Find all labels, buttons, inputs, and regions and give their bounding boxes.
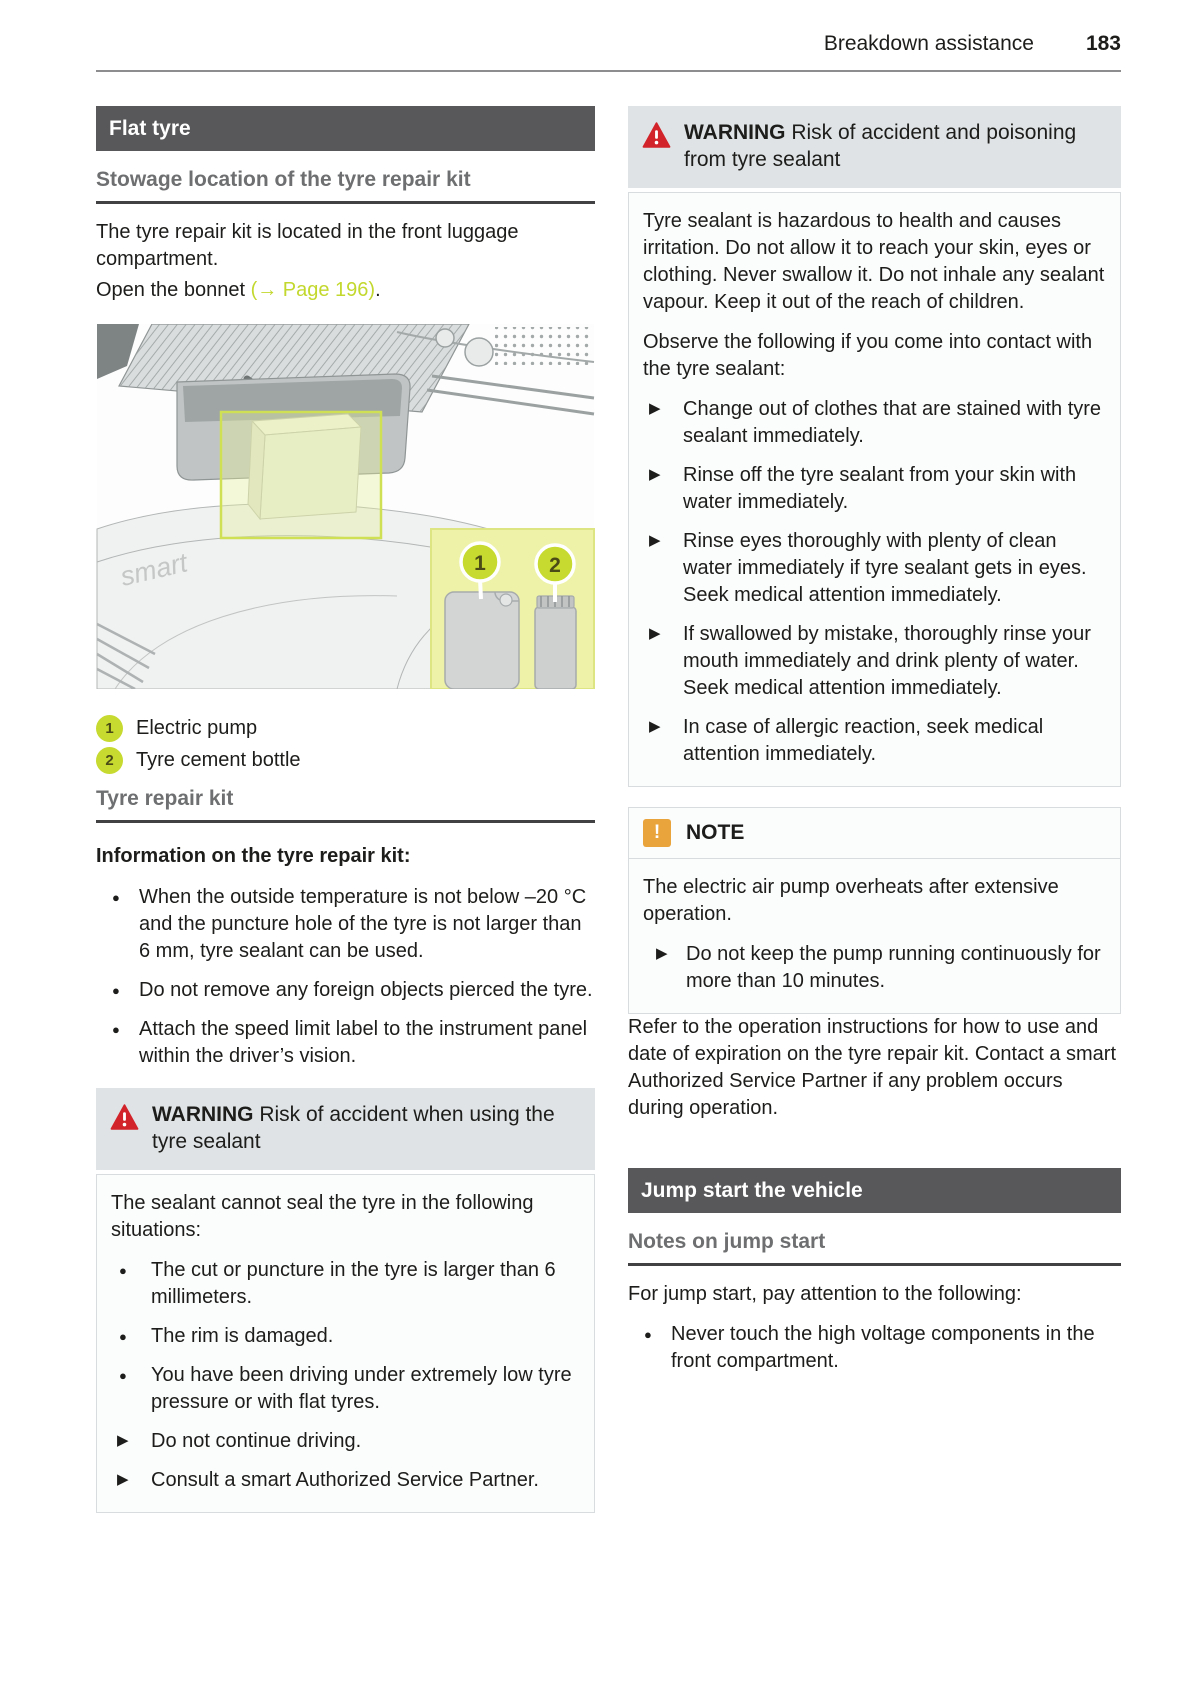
action-item: ▶ If swallowed by mistake, thoroughly rinse your mouth immediately and drink plenty of water. Seek medical attention immediately. [643, 621, 1106, 702]
warning-paragraph: Observe the following if you come into contact with the tyre sealant: [643, 331, 1093, 380]
warning-paragraph: Tyre sealant is hazardous to health and causes irritation. Do not allow it to reach your skin, eyes or clothing. Never swallow it. Do not inhale any sealant vapour. Keep it out of the reach of children. [643, 210, 1105, 313]
action-item: ▶ In case of allergic reaction, seek medical attention immediately. [643, 714, 1106, 768]
left-column [96, 106, 595, 1513]
legend-label: Tyre cement bottle [136, 749, 301, 771]
bullet-item: ● The cut or puncture in the tyre is larger than 6 millimeters. [111, 1257, 580, 1311]
bullet-icon: ● [119, 1263, 127, 1278]
figure-caption-tyre-repair-kit: Tyre repair kit [96, 786, 595, 823]
bullet-item: ● Do not remove any foreign objects pierced the tyre. [96, 977, 595, 1004]
bullet-icon: ● [112, 983, 120, 998]
note-header [629, 808, 1120, 859]
legend-number-badge: 1 [96, 715, 123, 742]
action-item: ▶ Change out of clothes that are stained with tyre sealant immediately. [643, 396, 1106, 450]
paragraph-text: Open the bonnet [96, 279, 251, 301]
subheading-notes-jump-start: Notes on jump start [628, 1229, 1121, 1266]
warning-body [96, 1174, 595, 1513]
bullet-icon: ● [119, 1329, 127, 1344]
note-body [629, 859, 1120, 1013]
action-arrow-icon: ▶ [656, 945, 668, 962]
body-paragraph-refer: Refer to the operation instructions for how to use and date of expiration on the tyre repair kit. Contact a smart Authorized Service Partner if any problem occurs during operation. [628, 1016, 1117, 1119]
page-number: 183 [1085, 32, 1121, 55]
callout-2 [536, 545, 574, 583]
action-arrow-icon: ▶ [649, 532, 661, 549]
action-arrow-icon: ▶ [117, 1432, 129, 1449]
body-paragraph: For jump start, pay attention to the following: [628, 1283, 1022, 1305]
body-paragraph: The tyre repair kit is located in the front luggage compartment. [96, 221, 519, 270]
legend-label: Electric pump [136, 717, 258, 739]
body-paragraph [96, 277, 595, 304]
warning-triangle-icon [110, 1104, 139, 1130]
warning-box-sealant-use [96, 1088, 595, 1513]
warning-title: WARNING Risk of accident and poisoning from tyre sealant [684, 121, 1077, 171]
section-header-jump-start: Jump start the vehicle [628, 1168, 1121, 1213]
note-exclamation-icon: ! [643, 819, 671, 847]
bullet-icon: ● [112, 890, 120, 905]
warning-header [96, 1088, 595, 1170]
action-item: ▶ Rinse eyes thoroughly with plenty of clean water immediately if tyre sealant gets in eyes. Seek medical attention immediately. [643, 528, 1106, 609]
warning-header [628, 106, 1121, 188]
callout-1 [461, 543, 499, 581]
info-heading: Information on the tyre repair kit: [96, 845, 411, 867]
action-arrow-icon: ▶ [649, 466, 661, 483]
subheading-stowage: Stowage location of the tyre repair kit [96, 167, 595, 204]
bullet-icon: ● [644, 1327, 652, 1342]
legend-item [96, 747, 595, 774]
page-header [96, 30, 1121, 70]
figure-legend [96, 715, 595, 774]
bullet-item: ● You have been driving under extremely low tyre pressure or with flat tyres. [111, 1362, 580, 1416]
bullet-item: ● Attach the speed limit label to the instrument panel within the driver’s vision. [96, 1016, 595, 1070]
callout-2-number: 2 [549, 554, 561, 577]
action-arrow-icon: ▶ [117, 1471, 129, 1488]
page-link[interactable]: (→ Page 196) [250, 279, 376, 301]
note-paragraph: The electric air pump overheats after extensive operation. [643, 876, 1059, 925]
tyre-kit-figure [96, 324, 595, 689]
brand-lettering: smart [117, 547, 191, 592]
section-header-flat-tyre: Flat tyre [96, 106, 595, 151]
bullet-item: ● When the outside temperature is not below –20 °C and the puncture hole of the tyre is not larger than 6 mm, tyre sealant can be used. [96, 884, 595, 965]
legend-number-badge: 2 [96, 747, 123, 774]
callout-1-number: 1 [474, 552, 486, 575]
bullet-icon: ● [112, 1022, 120, 1037]
warning-triangle-icon [642, 122, 671, 148]
two-column-layout [96, 106, 1121, 1513]
warning-title: WARNING Risk of accident when using the tyre sealant [152, 1103, 555, 1153]
right-column [628, 106, 1121, 1387]
bullet-icon: ● [119, 1368, 127, 1383]
warning-body [628, 192, 1121, 787]
action-arrow-icon: ▶ [649, 718, 661, 735]
note-label: NOTE [686, 821, 745, 844]
paragraph-text: . [375, 279, 381, 301]
chapter-title: Breakdown assistance [823, 32, 1034, 55]
note-box-pump-overheat [628, 807, 1121, 1014]
bullet-item: ● Never touch the high voltage components in the front compartment. [628, 1321, 1121, 1375]
action-item: ▶ Consult a smart Authorized Service Partner. [111, 1467, 580, 1494]
header-rule [96, 70, 1121, 72]
warning-box-sealant-poisoning [628, 106, 1121, 787]
action-arrow-icon: ▶ [649, 400, 661, 417]
warning-intro: The sealant cannot seal the tyre in the following situations: [111, 1192, 534, 1241]
action-item: ▶ Do not continue driving. [111, 1428, 580, 1455]
action-item: ▶ Rinse off the tyre sealant from your skin with water immediately. [643, 462, 1106, 516]
car-front-illustration [96, 324, 595, 689]
legend-item [96, 715, 595, 742]
bullet-item: ● The rim is damaged. [111, 1323, 580, 1350]
action-arrow-icon: ▶ [649, 625, 661, 642]
action-item: ▶ Do not keep the pump running continuously for more than 10 minutes. [643, 941, 1106, 995]
